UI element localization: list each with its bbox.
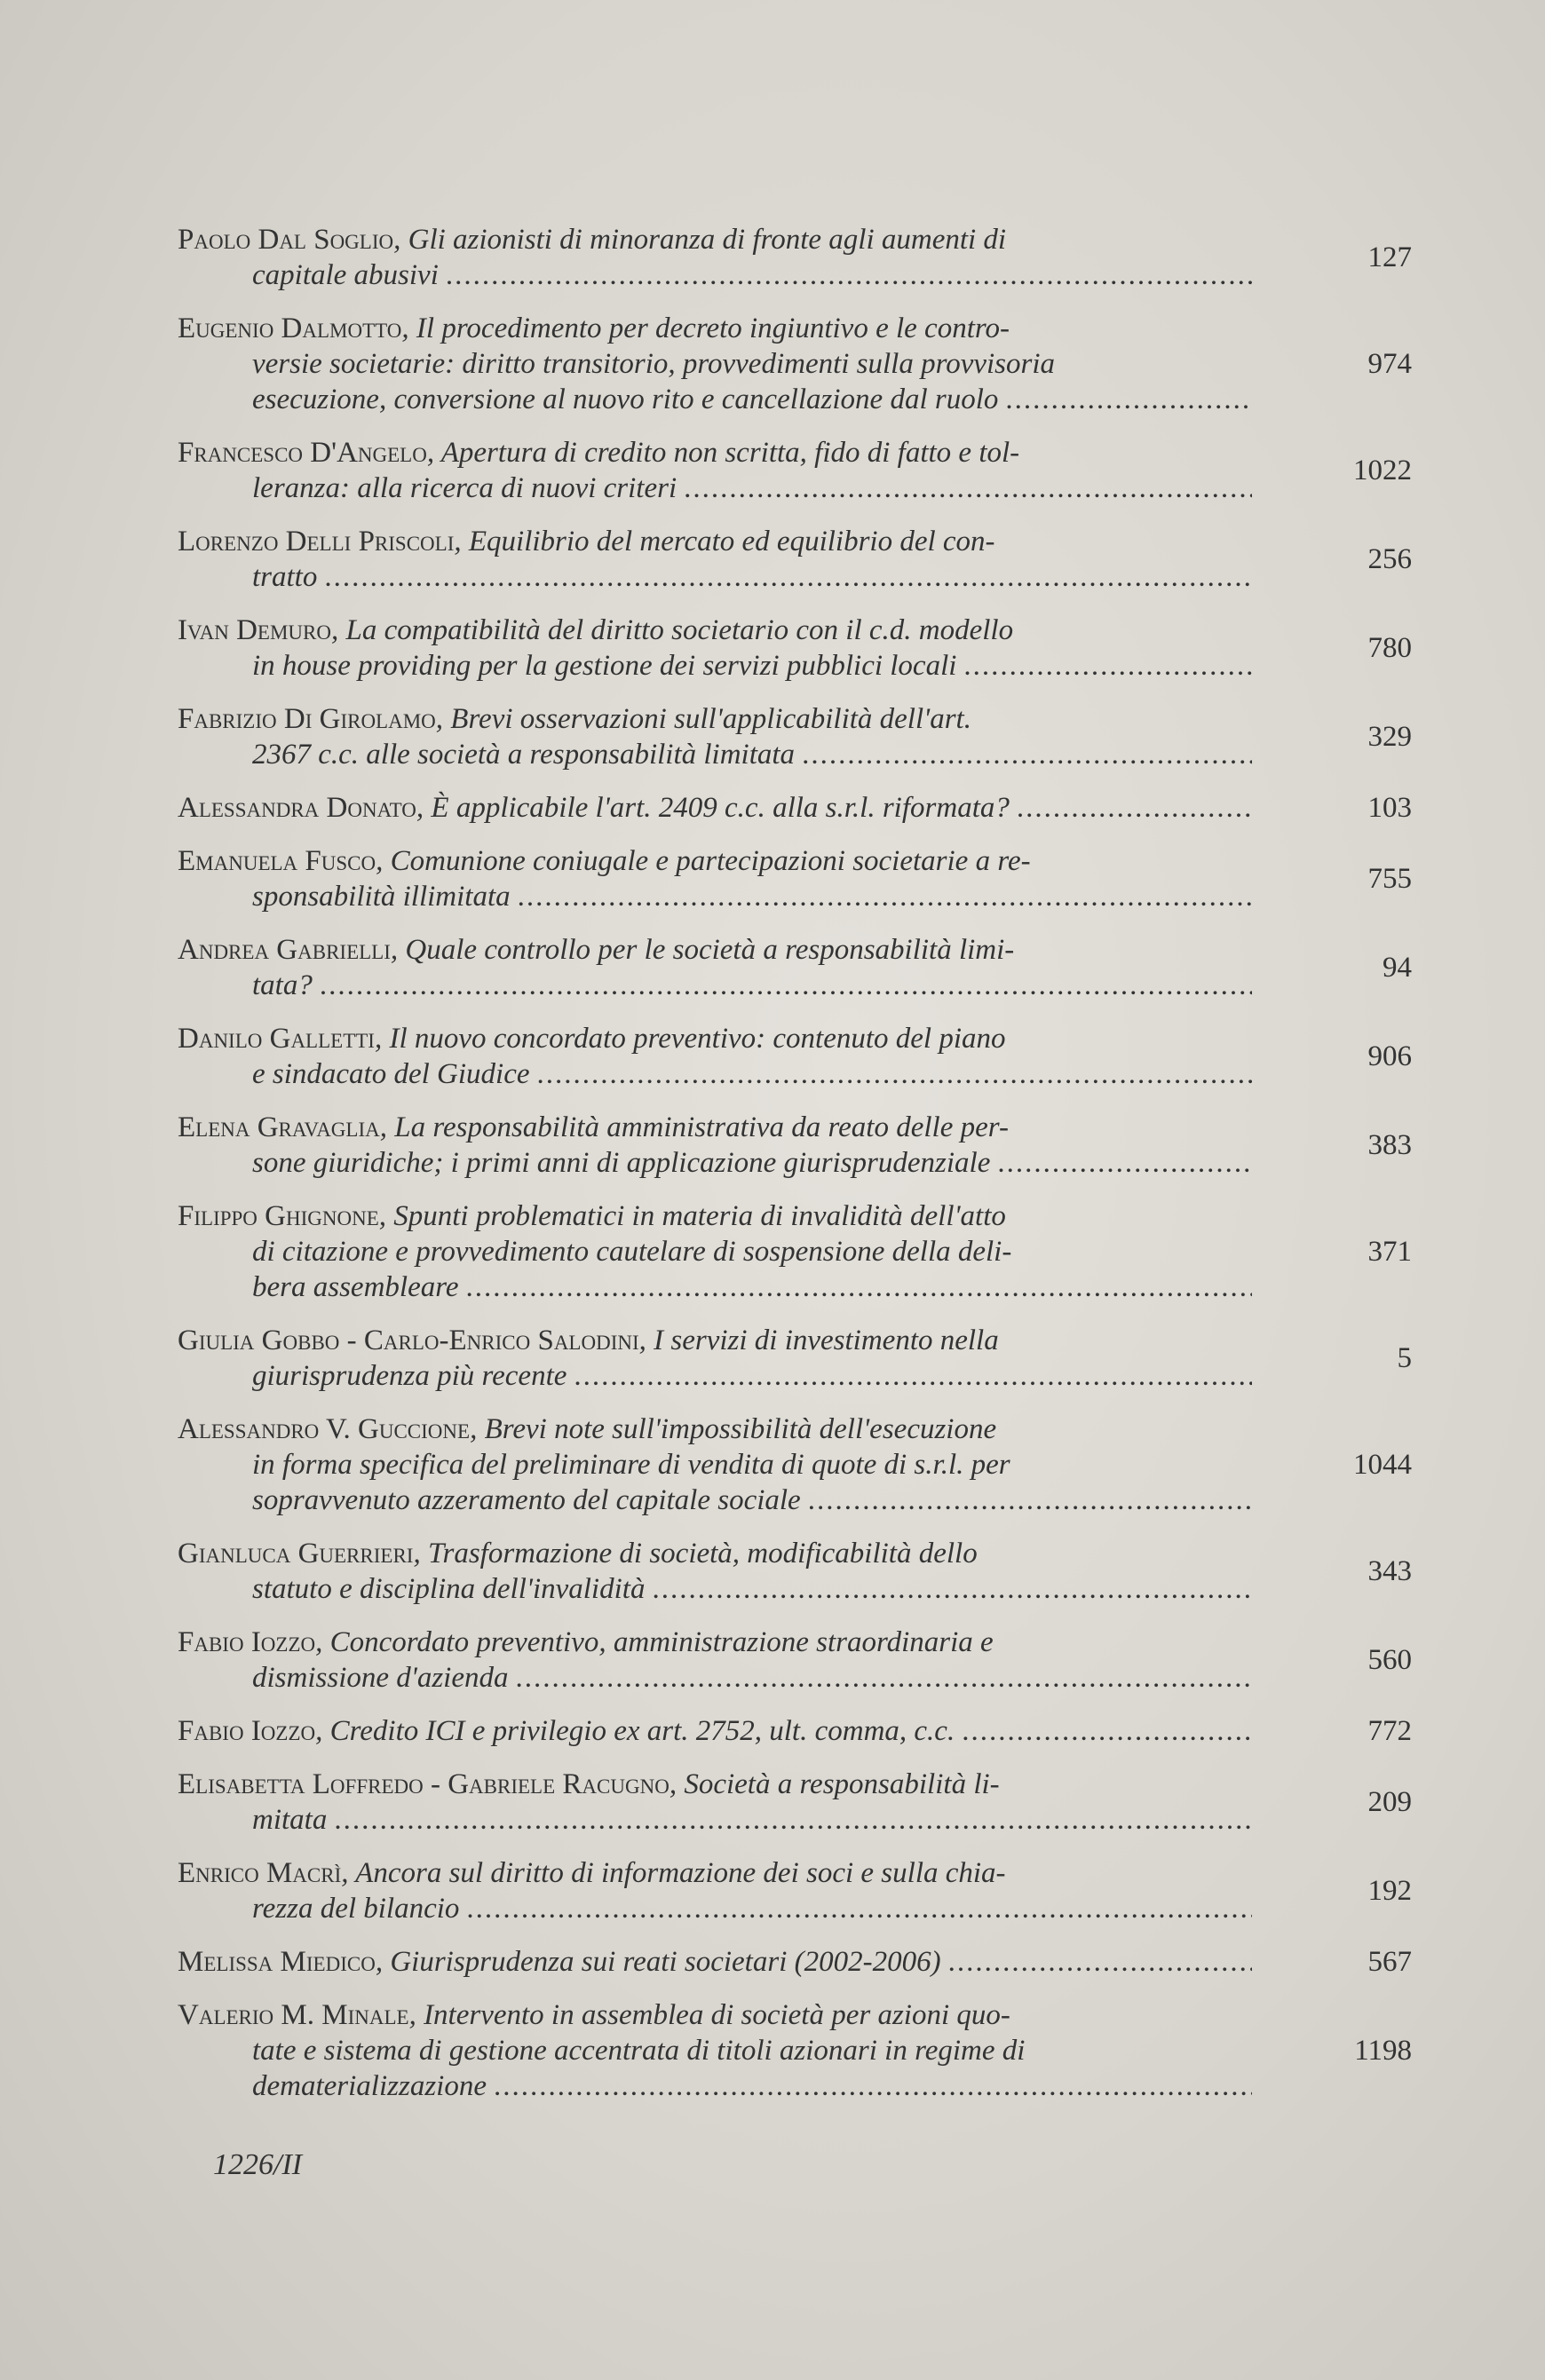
entry-title-line: in forma specifica del preliminare di vendita di quote di s.r.l. per: [252, 1449, 1010, 1481]
entry-page-number: 772: [1367, 1714, 1412, 1747]
index-entry: [178, 701, 1412, 772]
entry-line: Francesco D'Angelo, Apertura di credito non scritta, fido di fatto e tol-: [178, 437, 1020, 469]
entry-text: [178, 1713, 1252, 1749]
entry-line: Elisabetta Loffredo - Gabriele Racugno, Società a responsabilità li-: [178, 1768, 1000, 1800]
entry-line: [178, 257, 1252, 293]
dot-leader: [1017, 790, 1252, 826]
entry-text: [178, 1625, 1252, 1696]
entry-title-line: versie societarie: diritto transitorio, provvedimenti sulla provvisoria: [252, 348, 1056, 380]
entry-author: Enrico Macrì: [178, 1857, 342, 1889]
entry-line: [178, 737, 1252, 772]
entry-title-line: Ancora sul diritto di informazione dei soci e sulla chia-: [355, 1857, 1006, 1889]
entry-text: [178, 311, 1252, 417]
entry-title-line: leranza: alla ricerca di nuovi criteri: [252, 472, 677, 504]
entry-author: Giulia Gobbo - Carlo-Enrico Salodini: [178, 1324, 639, 1356]
entry-title-line: È applicabile l'art. 2409 c.c. alla s.r.l. riformata?: [431, 792, 1010, 824]
entry-author: Francesco D'Angelo: [178, 437, 427, 469]
entry-text: [178, 524, 1252, 595]
entry-author: Alessandro V. Guccione: [178, 1413, 471, 1445]
entry-author: Ivan Demuro: [178, 614, 331, 646]
entry-line: [178, 1056, 1252, 1092]
entry-page-number: 5: [1397, 1341, 1412, 1374]
dot-leader: [515, 1660, 1252, 1696]
index-entry: [178, 1855, 1412, 1926]
entry-page-number: 343: [1367, 1554, 1412, 1587]
entry-line: Alessandro V. Guccione, Brevi note sull'impossibilità dell'esecuzione: [178, 1413, 997, 1445]
entry-line: [178, 470, 1252, 506]
entry-line: Fabrizio Di Girolamo, Brevi osservazioni sull'applicabilità dell'art.: [178, 703, 971, 735]
entry-title-line: I servizi di investimento nella: [654, 1324, 999, 1356]
entry-text: [178, 1767, 1252, 1838]
entry-title-line: e sindacato del Giudice: [252, 1058, 530, 1090]
entry-title-line: tata?: [252, 969, 313, 1001]
entry-author: Fabio Iozzo: [178, 1715, 316, 1747]
entry-page-number: 1198: [1354, 2034, 1412, 2067]
entry-title-line: 2367 c.c. alle società a responsabilità limitata: [252, 739, 796, 771]
entry-title-line: Società a responsabilità li-: [684, 1768, 1000, 1800]
entry-text: [178, 1411, 1252, 1518]
dot-leader: [684, 470, 1252, 506]
entry-text: [178, 1323, 1252, 1394]
entry-text: [178, 1110, 1252, 1181]
entry-line: [178, 382, 1252, 417]
entry-line: [178, 1571, 1252, 1607]
entry-page-number: 567: [1367, 1945, 1412, 1978]
index-entry: [178, 613, 1412, 684]
index-entry: [178, 932, 1412, 1003]
entry-page-number: 192: [1367, 1874, 1412, 1907]
entry-title-line: dematerializzazione: [252, 2070, 487, 2102]
entry-text: [178, 1021, 1252, 1092]
entry-title-line: statuto e disciplina dell'invalidità: [252, 1573, 646, 1605]
entry-text: [178, 843, 1252, 914]
entry-title-line: rezza del bilancio: [252, 1893, 460, 1925]
entry-line: Fabio Iozzo, Credito ICI e privilegio ex art. 2752, ult. comma, c.c. .....: [178, 1713, 1252, 1749]
entry-line: Melissa Miedico, Giurisprudenza sui reati societari (2002-2006) .....: [178, 1944, 1252, 1980]
dot-leader: [446, 257, 1252, 293]
dot-leader: [537, 1056, 1252, 1092]
dot-leader: [574, 1358, 1252, 1394]
index-entry: [178, 1021, 1412, 1092]
entry-line: [178, 1269, 1252, 1305]
index-entry: [178, 1997, 1412, 2104]
index-of-authors: [178, 222, 1412, 2122]
entry-author: Elena Gravaglia: [178, 1111, 380, 1143]
entry-line: Ivan Demuro, La compatibilità del diritto societario con il c.d. modello: [178, 614, 1014, 646]
index-entry: [178, 1411, 1412, 1518]
dot-leader: [802, 737, 1252, 772]
entry-text: [178, 932, 1252, 1003]
entry-line: Gianluca Guerrieri, Trasformazione di società, modificabilità dello: [178, 1538, 978, 1570]
entry-title-line: mitata: [252, 1804, 328, 1836]
entry-page-number: 127: [1367, 241, 1412, 273]
entry-line: [178, 1891, 1252, 1926]
index-entry: [178, 1110, 1412, 1181]
index-entry: [178, 843, 1412, 914]
entry-author: Valerio M. Minale: [178, 1999, 409, 2031]
entry-page-number: 780: [1367, 631, 1412, 664]
index-entry: [178, 524, 1412, 595]
entry-text: [178, 435, 1252, 506]
entry-title-line: Gli azionisti di minoranza di fronte agli aumenti di: [408, 224, 1007, 256]
entry-title-line: Quale controllo per le società a responsabilità limi-: [405, 934, 1015, 966]
entry-author: Andrea Gabrielli: [178, 934, 391, 966]
entry-title-line: sopravvenuto azzeramento del capitale sociale: [252, 1484, 801, 1516]
entry-line: [178, 1145, 1252, 1181]
dot-leader: [324, 559, 1252, 595]
entry-line: [178, 559, 1252, 595]
entry-title-line: in house providing per la gestione dei servizi pubblici locali: [252, 650, 957, 682]
entry-text: [178, 1855, 1252, 1926]
entry-title-line: esecuzione, conversione al nuovo rito e cancellazione dal ruolo: [252, 383, 999, 415]
entry-line: [178, 1802, 1252, 1838]
entry-line: [178, 1447, 1252, 1483]
dot-leader: [1005, 382, 1252, 417]
index-entry: [178, 222, 1412, 293]
dot-leader: [334, 1802, 1252, 1838]
entry-line: [178, 1483, 1252, 1518]
entry-title-line: sponsabilità illimitata: [252, 881, 511, 913]
entry-page-number: 974: [1367, 347, 1412, 380]
dot-leader: [997, 1145, 1252, 1181]
entry-page-number: 103: [1367, 791, 1412, 824]
entry-author: Gianluca Guerrieri: [178, 1538, 414, 1570]
entry-title-line: di citazione e provvedimento cautelare di sospensione della deli-: [252, 1236, 1012, 1268]
entry-text: [178, 790, 1252, 826]
entry-title-line: Apertura di credito non scritta, fido di fatto e tol-: [440, 437, 1020, 469]
entry-page-number: 329: [1367, 720, 1412, 753]
dot-leader: [466, 1891, 1252, 1926]
index-entry: [178, 435, 1412, 506]
entry-title-line: giurisprudenza più recente: [252, 1360, 567, 1392]
entry-page-number: 94: [1383, 951, 1412, 984]
entry-line: Fabio Iozzo, Concordato preventivo, amministrazione straordinaria e: [178, 1626, 994, 1658]
entry-title-line: Giurisprudenza sui reati societari (2002-2006): [390, 1946, 941, 1978]
index-entry: [178, 1625, 1412, 1696]
entry-page-number: 1044: [1353, 1448, 1412, 1481]
entry-text: [178, 1944, 1252, 1980]
dot-leader: [518, 879, 1252, 914]
dot-leader: [948, 1944, 1252, 1980]
entry-line: [178, 2068, 1252, 2104]
entry-line: Paolo Dal Soglio, Gli azionisti di minoranza di fronte agli aumenti di: [178, 224, 1007, 256]
entry-text: [178, 1536, 1252, 1607]
entry-title-line: tate e sistema di gestione accentrata di titoli azionari in regime di: [252, 2035, 1026, 2067]
entry-line: [178, 346, 1252, 382]
entry-title-line: Comunione coniugale e partecipazioni societarie a re-: [390, 845, 1031, 877]
entry-title-line: La compatibilità del diritto societario con il c.d. modello: [345, 614, 1014, 646]
entry-text: [178, 1198, 1252, 1305]
entry-page-number: 256: [1367, 542, 1412, 575]
entry-text: [178, 701, 1252, 772]
entry-line: [178, 1234, 1252, 1269]
entry-text: [178, 222, 1252, 293]
dot-leader: [808, 1483, 1252, 1518]
entry-author: Danilo Galletti: [178, 1023, 375, 1055]
dot-leader: [652, 1571, 1252, 1607]
entry-author: Paolo Dal Soglio: [178, 224, 394, 256]
index-entry: [178, 1713, 1412, 1749]
entry-line: Eugenio Dalmotto, Il procedimento per decreto ingiuntivo e le contro-: [178, 312, 1010, 344]
entry-line: Elena Gravaglia, La responsabilità amministrativa da reato delle per-: [178, 1111, 1009, 1143]
entry-author: Lorenzo Delli Priscoli: [178, 526, 455, 557]
entry-line: Alessandra Donato, È applicabile l'art. 2409 c.c. alla s.r.l. riformata? .....: [178, 790, 1252, 826]
index-entry: [178, 1323, 1412, 1394]
entry-text: [178, 1997, 1252, 2104]
entry-author: Emanuela Fusco: [178, 845, 376, 877]
entry-page-number: 371: [1367, 1235, 1412, 1268]
entry-title-line: Intervento in assemblea di società per azioni quo-: [424, 1999, 1010, 2031]
entry-text: [178, 613, 1252, 684]
entry-title-line: Concordato preventivo, amministrazione straordinaria e: [329, 1626, 994, 1658]
index-entry: [178, 311, 1412, 417]
entry-line: Emanuela Fusco, Comunione coniugale e partecipazioni societarie a re-: [178, 845, 1031, 877]
entry-title-line: bera assembleare: [252, 1271, 459, 1303]
entry-author: Fabio Iozzo: [178, 1626, 316, 1658]
index-entry: [178, 1198, 1412, 1305]
entry-line: Giulia Gobbo - Carlo-Enrico Salodini, I servizi di investimento nella: [178, 1324, 999, 1356]
entry-author: Filippo Ghignone: [178, 1200, 379, 1232]
entry-line: [178, 648, 1252, 684]
entry-title-line: dismissione d'azienda: [252, 1662, 509, 1694]
entry-title-line: Spunti problematici in materia di invalidità dell'atto: [393, 1200, 1006, 1232]
index-entry: [178, 1536, 1412, 1607]
index-entry: [178, 1767, 1412, 1838]
entry-page-number: 906: [1367, 1040, 1412, 1072]
entry-line: [178, 879, 1252, 914]
entry-title-line: La responsabilità amministrativa da reato delle per-: [394, 1111, 1009, 1143]
entry-line: [178, 1358, 1252, 1394]
entry-line: Enrico Macrì, Ancora sul diritto di informazione dei soci e sulla chia-: [178, 1857, 1006, 1889]
entry-title-line: Il nuovo concordato preventivo: contenuto del piano: [389, 1023, 1006, 1055]
entry-title-line: Credito ICI e privilegio ex art. 2752, ult. comma, c.c.: [329, 1715, 955, 1747]
entry-title-line: Equilibrio del mercato ed equilibrio del con-: [468, 526, 995, 557]
dot-leader: [494, 2068, 1252, 2104]
entry-line: [178, 2033, 1252, 2068]
entry-title-line: sone giuridiche; i primi anni di applicazione giurisprudenziale: [252, 1147, 991, 1179]
index-entry: [178, 1944, 1412, 1980]
index-entry: [178, 790, 1412, 826]
entry-title-line: Brevi note sull'impossibilità dell'esecuzione: [484, 1413, 997, 1445]
dot-leader: [962, 1713, 1252, 1749]
dot-leader: [320, 968, 1252, 1003]
entry-author: Elisabetta Loffredo - Gabriele Racugno: [178, 1768, 670, 1800]
entry-line: Andrea Gabrielli, Quale controllo per le società a responsabilità limi-: [178, 934, 1015, 966]
entry-title-line: Trasformazione di società, modificabilità dello: [427, 1538, 978, 1570]
dot-leader: [963, 648, 1252, 684]
entry-page-number: 383: [1367, 1128, 1412, 1161]
entry-author: Eugenio Dalmotto: [178, 312, 402, 344]
entry-page-number: 209: [1367, 1785, 1412, 1818]
entry-line: Filippo Ghignone, Spunti problematici in materia di invalidità dell'atto: [178, 1200, 1006, 1232]
entry-author: Fabrizio Di Girolamo: [178, 703, 436, 735]
entry-page-number: 755: [1367, 862, 1412, 895]
entry-line: [178, 968, 1252, 1003]
entry-title-line: Brevi osservazioni sull'applicabilità dell'art.: [450, 703, 971, 735]
entry-line: [178, 1660, 1252, 1696]
entry-author: Alessandra Donato: [178, 792, 416, 824]
page-number-footer: 1226/II: [213, 2148, 303, 2181]
dot-leader: [465, 1269, 1252, 1305]
entry-author: Melissa Miedico: [178, 1946, 376, 1978]
entry-line: Lorenzo Delli Priscoli, Equilibrio del mercato ed equilibrio del con-: [178, 526, 995, 557]
entry-page-number: 1022: [1353, 454, 1412, 486]
entry-title-line: Il procedimento per decreto ingiuntivo e le contro-: [416, 312, 1010, 344]
entry-title-line: tratto: [252, 561, 318, 593]
entry-page-number: 560: [1367, 1643, 1412, 1676]
entry-title-line: capitale abusivi: [252, 259, 439, 291]
entry-line: Valerio M. Minale, Intervento in assemblea di società per azioni quo-: [178, 1999, 1010, 2031]
entry-line: Danilo Galletti, Il nuovo concordato preventivo: contenuto del piano: [178, 1023, 1006, 1055]
